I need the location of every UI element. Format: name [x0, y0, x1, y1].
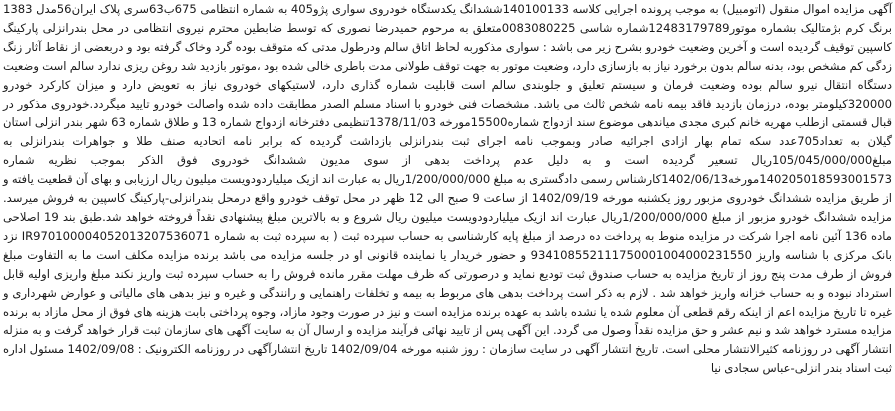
auction-notice-text: آگهی مزایده اموال منقول (اتومبیل) به موجب پرونده اجرایی کلاسه 140100133ششدانگ یکدستگاه خودروی سواری پژو405 به شماره انتظامی 675ب63سری پلاک ایران56مدل 1383 برنگ کرم بژمتالیک بشماره موتور12483179789شماره شاسی 0083080225متعلق به مرحوم حمیدرضا نصوری که توسط ضابطین محترم نیروی انتظامی در محل بندرانزلی پارکینگ کاسپین توقیف گردیده است و آخرین وضعیت خودرو بشرح زیر می باشد : سواری مذکوربه لحاظ اتاق سالم ودرطول مدتی که متوقف بوده گرد وخاک گرفته بود و دربعضی از نقاط آثار زنگ زدگی کم مشخص بود، بدنه سالم بدون برخورد نیاز به بازسازی دارد، وضعیت موتور به جهت توقف طولانی مدت باطری خالی شده بود ،موتور بازدید شد روغن ریزی ندارد سالم است وضعیت دستگاه انتقال نیرو سالم بوده وضعیت فرمان و سیستم تعلیق و جلوبندی سالم است قابلیت شماره گذاری دارد، لاستیکهای خودروی نیاز به تعویض دارد و میزان کارکرد خودرو 320000کیلومتر بوده، درزمان بازدید فاقد بیمه نامه شخص ثالث می باشد. مشخصات فنی خودرو با اسناد مسلم الصدر مطابقت داده شده واصالت خودرو تایید میگردد.خودروی مذکور در قبال قسمتی ازطلب مهریه خانم کبری مجدی میاندهی موضوع سند ازدواج شماره15500مورخه 1378/11/03تنظیمی دفترخانه ازدواج شماره 13 و طلاق شماره 63 شهر بندر انزلی استان گیلان به تعداد705عدد سکه تمام بهار ازادی اجرائیه صادر وبموجب نامه اجرای ثبت بندرانزلی بازداشت گردیده که برابر نامه اتحادیه صنف طلا و جواهرات بندرانزلی به مبلغ105/045/000/000ریال تسعیر گردیده است و به دلیل عدم پرداخت بدهی از سوی مدیون ششدانگ خودروی فوق الذکر بموجب نظریه شماره 140205018593001573مورخه1402/06/13کارشناس رسمی دادگستری به مبلغ 1/200/000/000ریال به عبارت اند ازیک میلیاردودویست میلیون ریال ارزیابی و بهای آن قطعیت یافته و از طریق مزایده ششدانگ خودروی مزبور روز یکشنبه مورخه 1402/09/19 از ساعت 9 صبح الی 12 ظهر در محل توقف خودرو واقع درمحل بندرانزلی-پارکینگ کاسپین به فروش میرسد. مزایده ششدانگ خودرو مزبور از مبلغ 1/200/000/000ریال عبارت اند ازیک میلیاردودویست میلیون ریال شروع و به بالاترین مبلغ پیشنهادی نقداً فروخته خواهد شد.طبق بند 19 اصلاحی ماده 136 آئین نامه اجرا شرکت در مزایده منوط به پرداخت ده درصد از مبلغ پایه کارشناسی به حساب سپرده ثبت ( به سپرده ثبت به شماره IR970100004052013207536071 نزد بانک مرکزی با شناسه واریز 934108552111750001004000231550 و حضور خریدار یا نماینده قانونی او در جلسه مزایده می باشد برنده مزایده مکلف است ما به التفاوت مبلغ فروش از طرف مدت پنج روز از تاریخ مزایده به حساب صندوق ثبت تودیع نماید و درصورتی که ظرف مهلت مقرر مانده فروش را به حساب سپرده ثبت واریز نکند مبلغ واریزی اولیه قابل استرداد نبوده و به حساب خزانه واریز خواهد شد . لازم به ذکر است پرداخت بدهی های مربوط به بیمه و تخلفات راهنمایی و رانندگی و غیره و نیز بدهی های مالیاتی و عوارض شهرداری و غیره تا تاریخ مزایده اعم از اینکه رقم قطعی آن معلوم شده یا نشده باشد به عهده برنده مزایده است و نیز در صورت وجود مازاد، وجوه پرداختی بابت هزینه های فوق از محل مازاد به برنده مزایده مسترد خواهد شد و نیم عشر و حق مزایده نقداً وصول می گردد. این آگهی پس از تایید نهائی فرآیند مزایده و ارسال آن به سایت آگهی های سازمان ثبت قرار خواهد گرفت و به منزله انتشار آگهی در روزنامه کثیرالانتشار محلی است. تاریخ انتشار آگهی در سایت سازمان : روز شنبه مورخه 1402/09/04 تاریخ انتشارآگهی در روزنامه الکترونیک : 1402/09/08 مسئول اداره ثبت اسناد بندر انزلی-عباس سجادی نیا [3, 2, 893, 376]
